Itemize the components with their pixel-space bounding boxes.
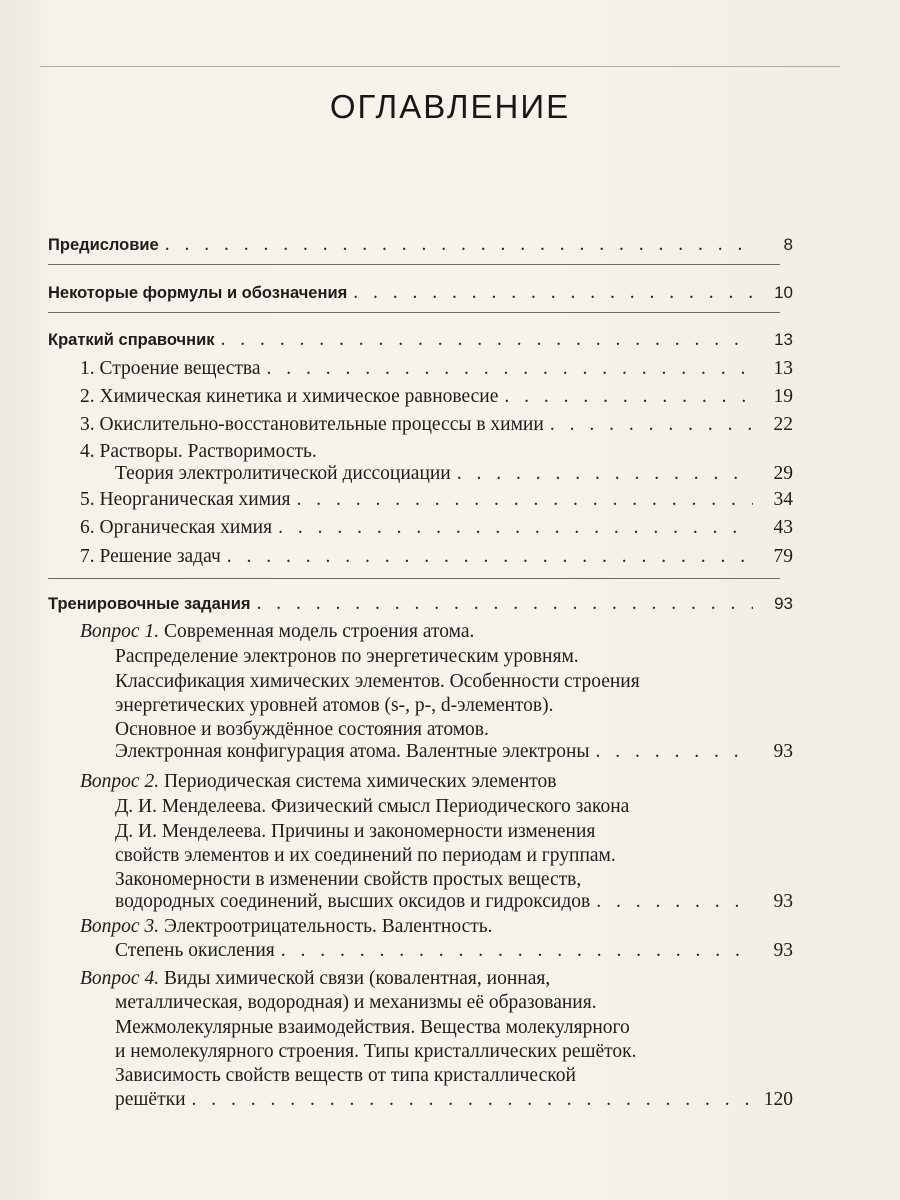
toc-page-number: 93 [774,594,793,613]
question-4-line-2: металлическая, водородная) и механизмы её образования. [115,992,597,1013]
question-3-line-1: Вопрос 3. Электроотрицательность. Валентность. [80,916,493,937]
toc-entry-question-3[interactable] [115,937,793,963]
question-2-line-2: Д. И. Менделеева. Физический смысл Периодического закона [115,796,630,817]
toc-page-number: 120 [763,1089,793,1110]
question-2-line-4: свойств элементов и их соединений по периодам и группам. [115,845,616,866]
toc-entry-handbook-7[interactable] [80,543,793,569]
divider [48,312,780,313]
toc-entry-title: Теория электролитической диссоциации [115,463,451,484]
toc-entry-title: водородных соединений, высших оксидов и гидроксидов [115,891,591,912]
leader-dots [457,462,753,486]
question-4-line-1: Вопрос 4. Виды химической связи (ковалентная, ионная, [80,968,551,989]
toc-entry-training[interactable] [48,590,793,616]
question-label: Вопрос 2. [80,771,160,792]
toc-entry-title: 4. Растворы. Растворимость. [80,441,317,462]
leader-dots [296,488,753,512]
leader-dots [267,357,754,381]
toc-entry-title: решётки [115,1089,186,1110]
toc-entry-question-1[interactable] [115,738,793,764]
toc-entry-title: Степень окисления [115,940,275,961]
toc-entry-title: 5. Неорганическая химия [80,489,291,510]
question-1-line-5: Основное и возбуждённое состояния атомов. [115,719,489,740]
toc-entry-handbook-1[interactable] [80,355,793,381]
toc-page-number: 13 [774,330,793,349]
question-4-line-3: Межмолекулярные взаимодействия. Вещества молекулярного [115,1017,630,1038]
toc-page-number: 8 [783,235,793,254]
question-label: Вопрос 1. [80,621,160,642]
toc-entry-question-4[interactable] [115,1086,793,1112]
toc-entry-handbook-6[interactable] [80,514,793,540]
toc-entry-question-2[interactable] [115,888,793,914]
question-1-line-2: Распределение электронов по энергетическим уровням. [115,646,579,667]
toc-page-number: 34 [773,489,793,510]
toc-entry-handbook-5[interactable] [80,486,793,512]
leader-dots [550,413,753,437]
leader-dots [220,328,753,352]
toc-entry-title: 7. Решение задач [80,546,221,567]
question-2-line-5: Закономерности в изменении свойств простых веществ, [115,869,582,890]
leader-dots [596,740,753,764]
toc-entry-title: 3. Окислительно-восстановительные процессы в химии [80,414,544,435]
leader-dots [278,516,753,540]
toc-entry-title: Тренировочные задания [48,595,251,613]
toc-entry-title: Некоторые формулы и обозначения [48,284,348,302]
toc-entry-title: 1. Строение вещества [80,358,261,379]
toc-entry-title: Краткий справочник [48,331,215,349]
page-title: ОГЛАВЛЕНИЕ [329,88,571,125]
header-rule [40,66,840,67]
toc-entry-handbook-4[interactable] [115,460,793,486]
toc-entry-handbook-3[interactable] [80,411,793,437]
leader-dots [227,545,753,569]
toc-entry-title: 2. Химическая кинетика и химическое равновесие [80,386,499,407]
toc-page-number: 22 [773,414,793,435]
question-1-line-4: энергетических уровней атомов (s-, p-, d-элементов). [115,695,554,716]
toc-entry-title: Предисловие [48,236,159,254]
leader-dots [281,939,753,963]
question-4-line-5: Зависимость свойств веществ от типа кристаллической [115,1065,576,1086]
leader-dots [192,1088,753,1112]
question-1-line-1: Вопрос 1. Современная модель строения атома. [80,621,475,642]
toc-entry-title: 6. Органическая химия [80,517,273,538]
question-1-line-3: Классификация химических элементов. Особенности строения [115,671,640,692]
toc-entry-handbook-2[interactable] [80,383,793,409]
question-4-line-4: и немолекулярного строения. Типы кристаллических решёток. [115,1041,637,1062]
question-2-line-1: Вопрос 2. Периодическая система химических элементов [80,771,557,792]
divider [48,578,780,579]
leader-dots [257,592,753,616]
toc-entry-handbook[interactable] [48,326,793,352]
divider [48,264,780,265]
toc-page-number: 93 [773,940,793,961]
leader-dots [353,281,753,305]
toc-entry-formulas[interactable] [48,279,793,305]
toc-page-number: 19 [773,386,793,407]
leader-dots [504,385,753,409]
toc-page-number: 10 [774,283,793,302]
toc-page-number: 93 [773,741,793,762]
toc-page-number: 13 [773,358,793,379]
toc-page-number: 43 [773,517,793,538]
toc-page-number: 93 [773,891,793,912]
question-label: Вопрос 4. [80,968,160,989]
leader-dots [596,890,753,914]
leader-dots [165,233,753,257]
toc-entry-preface[interactable] [48,231,793,257]
question-2-line-3: Д. И. Менделеева. Причины и закономерности изменения [115,821,596,842]
toc-page-number: 29 [773,463,793,484]
toc-page-number: 79 [773,546,793,567]
toc-entry-title: Электронная конфигурация атома. Валентные электроны [115,741,590,762]
question-label: Вопрос 3. [80,916,160,937]
